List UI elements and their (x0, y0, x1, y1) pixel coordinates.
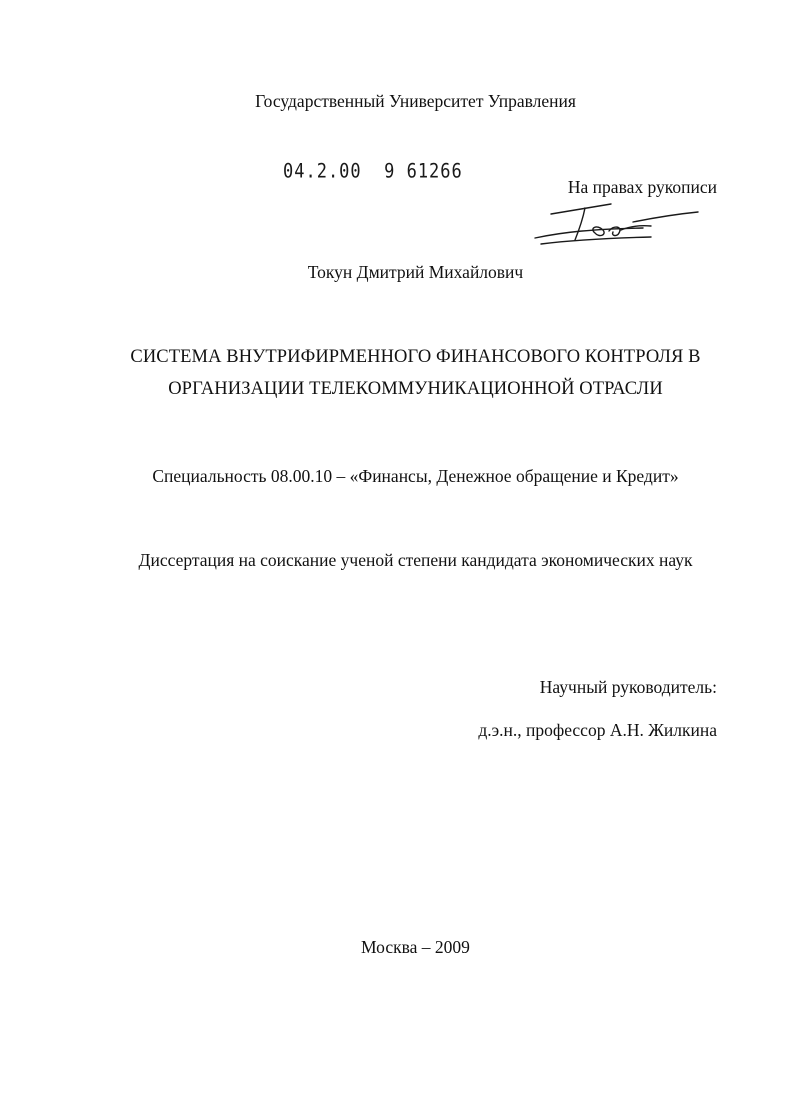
manuscript-rights-note: На правах рукописи (567, 177, 717, 197)
university-name: Государственный Университет Управления (255, 91, 576, 111)
author-name: Токун Дмитрий Михайлович (307, 262, 524, 282)
supervisor-name: д.э.н., профессор А.Н. Жилкина (478, 720, 717, 740)
dissertation-title-line-2: ОРГАНИЗАЦИИ ТЕЛЕКОММУНИКАЦИОННОЙ ОТРАСЛИ (168, 379, 663, 399)
supervisor-label: Научный руководитель: (539, 677, 717, 697)
dissertation-degree-line: Диссертация на соискание ученой степени кандидата экономических наук (138, 550, 693, 570)
city-and-year: Москва – 2009 (361, 937, 470, 957)
dissertation-title-line-1: СИСТЕМА ВНУТРИФИРМЕННОГО ФИНАНСОВОГО КОНТРОЛЯ В (130, 347, 701, 367)
signature-icon (533, 200, 703, 250)
registration-stamp-number: 04.2.00 9 61266 (283, 160, 463, 183)
specialty-line: Специальность 08.00.10 – «Финансы, Денежное обращение и Кредит» (152, 466, 679, 486)
